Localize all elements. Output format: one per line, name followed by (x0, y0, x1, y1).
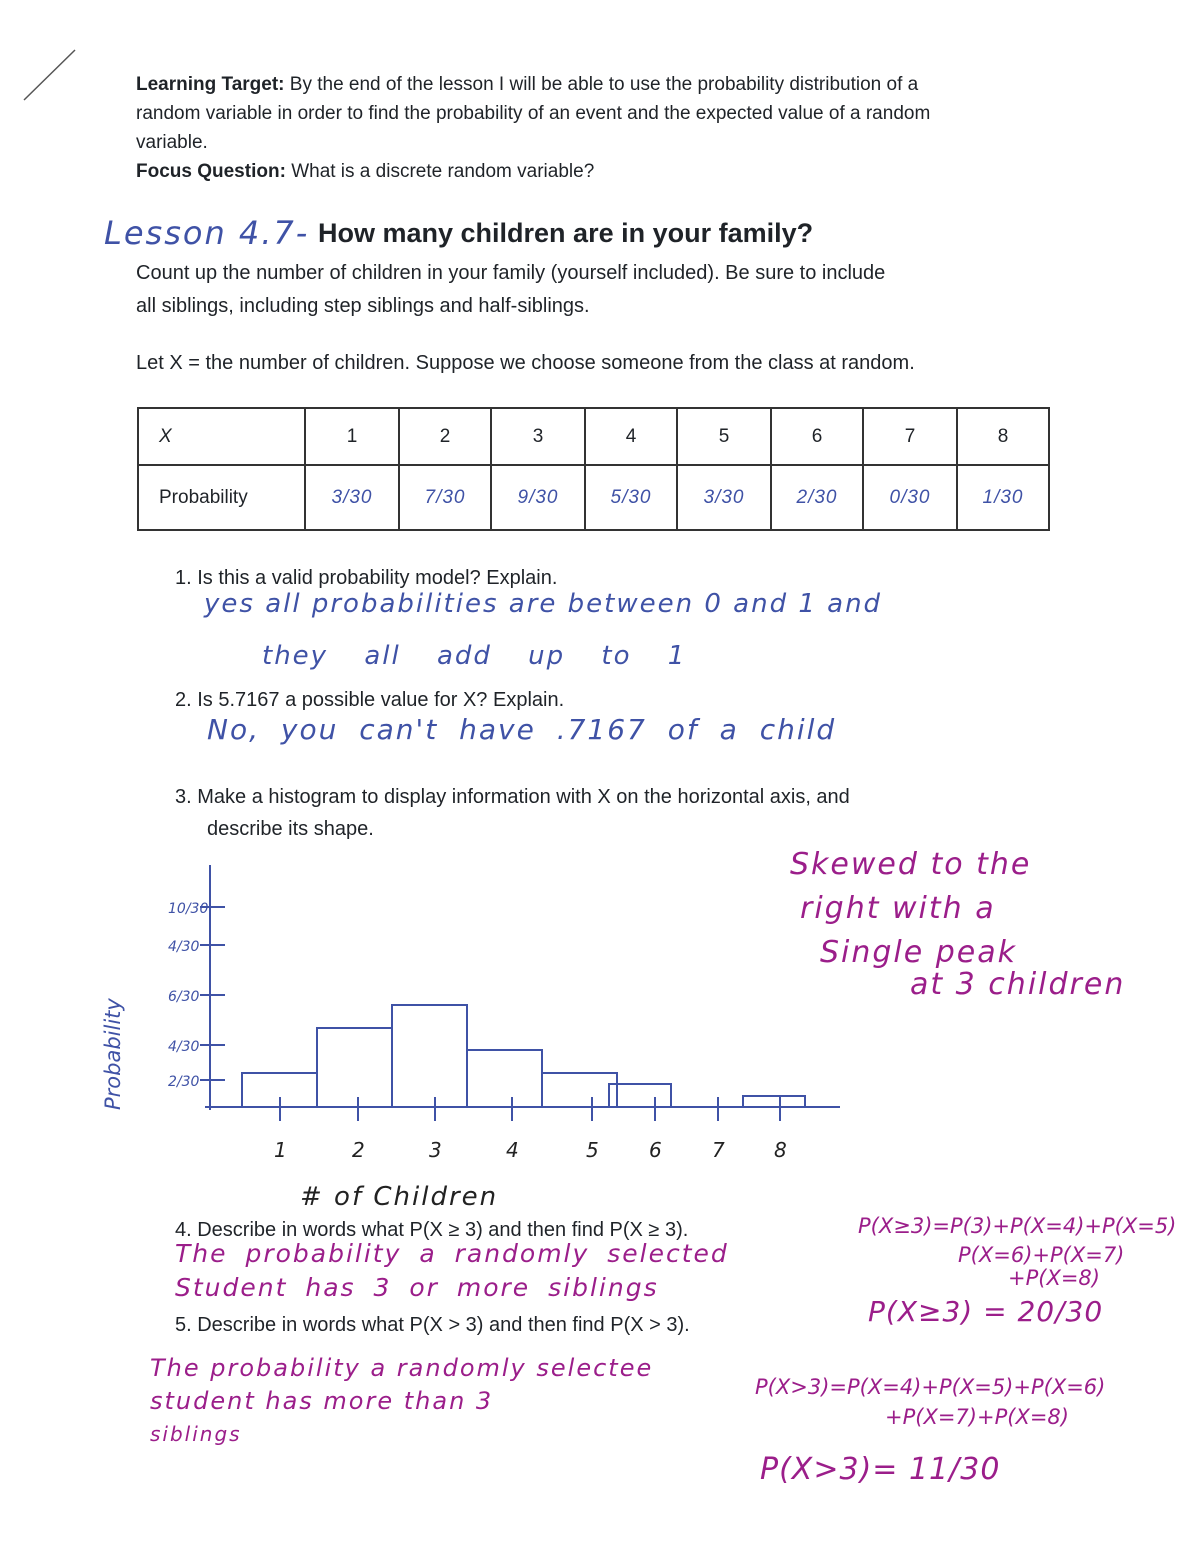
table-value-cell: 3 (491, 408, 585, 465)
table-probability-cell: 3/30 (677, 465, 771, 530)
x-axis-title: # of Children (300, 1182, 499, 1212)
histogram-chart (90, 855, 850, 1215)
stray-pencil-mark (20, 44, 80, 104)
y-tick-label: 4/30 (168, 939, 200, 955)
table-value-cell: 7 (863, 408, 957, 465)
table-value-cell: 1 (305, 408, 399, 465)
answer-4-line-2: Student has 3 or more siblings (175, 1273, 659, 1302)
lesson-title: How many children are in your family? (318, 218, 814, 248)
learning-target-text-3: variable. (136, 132, 208, 153)
x-tick-label: 4 (506, 1138, 519, 1162)
answer-5-calculation (755, 1372, 1105, 1432)
y-tick-label: 6/30 (168, 989, 200, 1005)
learning-target-label: Learning Target: (136, 74, 285, 95)
table-probability-cell: 5/30 (585, 465, 677, 530)
question-3-line-1: 3. Make a histogram to display information with X on the horizontal axis, and (175, 786, 850, 808)
histogram-bar (317, 1028, 392, 1107)
histogram-bar (467, 1050, 542, 1107)
table-probability-label: Probability (138, 465, 305, 530)
table-probability-cell: 0/30 (863, 465, 957, 530)
question-3 (175, 781, 850, 845)
focus-text: What is a discrete random variable? (291, 161, 595, 182)
x-tick-label: 2 (352, 1138, 365, 1162)
answer-5-line-1: The probability a randomly selectee (150, 1354, 654, 1382)
table-probability-row (138, 465, 1049, 530)
answer-4-result: P(X≥3) = 20/30 (868, 1295, 1104, 1328)
question-1: 1. Is this a valid probability model? Explain. (175, 567, 558, 589)
focus-label: Focus Question: (136, 161, 286, 182)
table-value-cell: 4 (585, 408, 677, 465)
answer-4-calc-3: +P(X=8) (1008, 1266, 1100, 1290)
x-tick-label: 6 (649, 1138, 662, 1162)
table-value-cell: 2 (399, 408, 491, 465)
lesson-handwritten: Lesson 4.7- (104, 214, 310, 252)
answer-4-calc-2: P(X=6)+P(X=7) (958, 1243, 1125, 1267)
table-probability-cell: 3/30 (305, 465, 399, 530)
question-5: 5. Describe in words what P(X > 3) and then find P(X > 3). (175, 1314, 690, 1336)
answer-4-words (175, 1237, 729, 1305)
y-axis-title: Probability (101, 998, 125, 1110)
answer-1-line-1: yes all probabilities are between 0 and 1 and (204, 589, 883, 619)
answer-4-calculation (858, 1212, 1176, 1293)
intro-line-2: all siblings, including step siblings and half-siblings. (136, 295, 590, 317)
table-probability-cell: 9/30 (491, 465, 585, 530)
x-tick-label: 3 (429, 1138, 442, 1162)
let-x-text: Let X = the number of children. Suppose we choose someone from the class at random. (136, 352, 915, 374)
intro-line-1: Count up the number of children in your family (yourself included). Be sure to include (136, 262, 886, 284)
shape-description-line-1: Skewed to the (790, 847, 1032, 882)
table-probability-cell: 2/30 (771, 465, 863, 530)
learning-target-text-1: By the end of the lesson I will be able to use the probability distribution of a (289, 74, 919, 95)
shape-description-line-2: right with a (800, 891, 996, 926)
table-value-cell: 6 (771, 408, 863, 465)
y-tick-label: 10/30 (168, 901, 209, 917)
x-tick-label: 8 (774, 1138, 787, 1162)
answer-5-calc-1: P(X>3)=P(X=4)+P(X=5)+P(X=6) (755, 1375, 1106, 1399)
answer-5-line-2: student has more than 3 (150, 1387, 494, 1415)
intro-text (136, 257, 885, 323)
answer-5-calc-2: +P(X=7)+P(X=8) (885, 1405, 1069, 1429)
y-tick-label: 4/30 (168, 1039, 200, 1055)
x-tick-label: 7 (712, 1138, 725, 1162)
histogram-bar (609, 1084, 671, 1107)
learning-target-text-2: random variable in order to find the probability of an event and the expected value of a random (136, 103, 931, 124)
histogram-bar (392, 1005, 467, 1107)
learning-target (136, 70, 1096, 186)
question-2: 2. Is 5.7167 a possible value for X? Explain. (175, 689, 565, 711)
answer-1-line-2: they all add up to 1 (262, 641, 687, 671)
x-tick-label: 5 (586, 1138, 599, 1162)
answer-4-line-1: The probability a randomly selected (175, 1239, 729, 1268)
histogram-bar (743, 1096, 805, 1107)
shape-description-line-4: at 3 children (910, 967, 1126, 1002)
x-tick-label: 1 (274, 1138, 287, 1162)
table-value-cell: 8 (957, 408, 1049, 465)
question-3-line-2: describe its shape. (207, 818, 374, 840)
histogram-bar (542, 1073, 617, 1107)
answer-2: No, you can't have .7167 of a child (207, 713, 837, 746)
probability-table (137, 407, 1050, 531)
shape-description-line-3: Single peak (820, 935, 1018, 970)
table-header-row (138, 408, 1049, 465)
answer-5-result: P(X>3)= 11/30 (760, 1452, 1001, 1487)
answer-5-words (150, 1352, 653, 1451)
table-x-header: X (138, 408, 305, 465)
table-value-cell: 5 (677, 408, 771, 465)
y-tick-label: 2/30 (168, 1074, 200, 1090)
question-4: 4. Describe in words what P(X ≥ 3) and then find P(X ≥ 3). (175, 1219, 689, 1241)
table-probability-cell: 1/30 (957, 465, 1049, 530)
answer-4-calc-1: P(X≥3)=P(3)+P(X=4)+P(X=5) (858, 1214, 1177, 1238)
answer-5-line-3: siblings (150, 1422, 242, 1446)
table-probability-cell: 7/30 (399, 465, 491, 530)
